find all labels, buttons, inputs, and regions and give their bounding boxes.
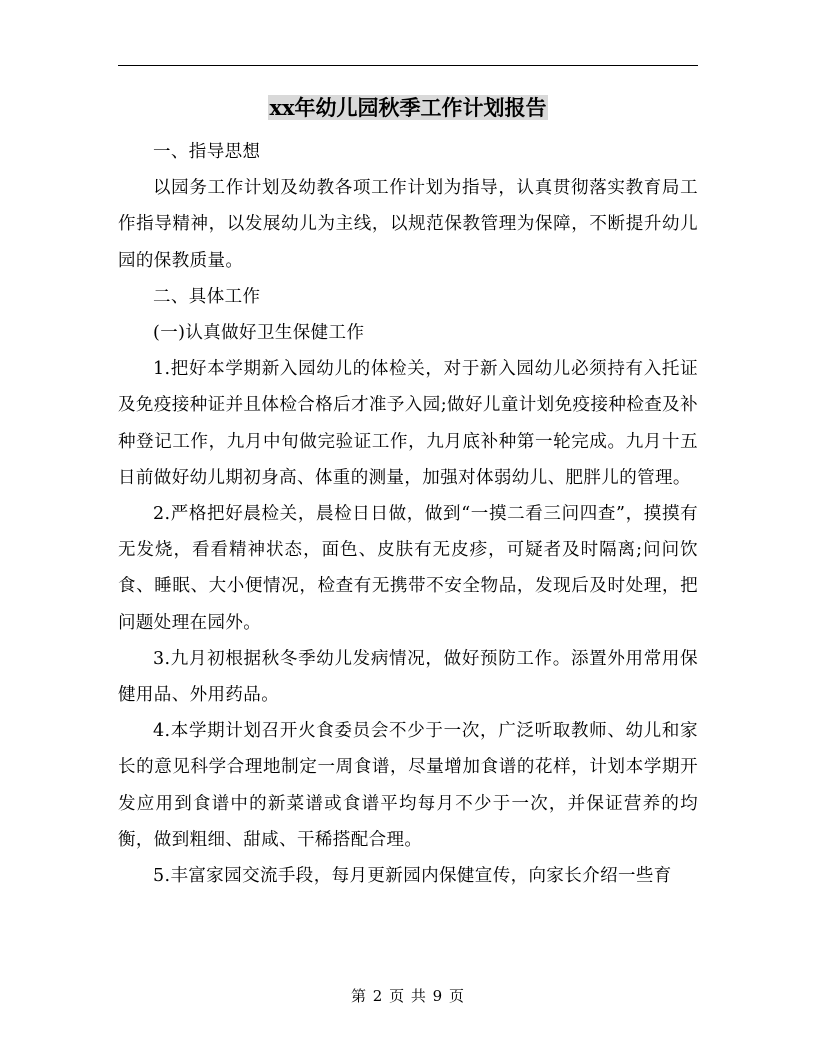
subsection-heading-health-care: (一)认真做好卫生保健工作 [153, 323, 365, 344]
header-rule [118, 65, 698, 66]
document-body [118, 134, 698, 894]
document-title-text: xx年幼儿园秋季工作计划报告 [269, 95, 547, 120]
section-heading-specific-work: 二、具体工作 [153, 286, 261, 307]
paragraph-guiding-ideology: 以园务工作计划及幼教各项工作计划为指导，认真贯彻落实教育局工作指导精神，以发展幼儿为主线，以规范保教管理为保障，不断提升幼儿园的保教质量。 [118, 178, 698, 271]
paragraph-item-2: 2.严格把好晨检关，晨检日日做，做到“一摸二看三问四查”，摸摸有无发烧，看看精神状态，面色、皮肤有无皮疹，可疑者及时隔离;问问饮食、睡眠、大小便情况，检查有无携带不安全物品，发现后及时处理，把问题处理在园外。 [118, 504, 698, 633]
paragraph-item-4: 4.本学期计划召开火食委员会不少于一次，广泛听取教师、幼儿和家长的意见科学合理地制定一周食谱，尽量增加食谱的花样，计划本学期开发应用到食谱中的新菜谱或食谱平均每月不少于一次，并保证营养的均衡，做到粗细、甜咸、干稀搭配合理。 [118, 721, 698, 850]
page-number: 第 2 页 共 9 页 [351, 987, 465, 1005]
section-heading-guiding-ideology: 一、指导思想 [153, 142, 261, 162]
paragraph-item-1: 1.把好本学期新入园幼儿的体检关，对于新入园幼儿必须持有入托证及免疫接种证并且体检合格后才准予入园;做好儿童计划免疫接种检查及补种登记工作，九月中旬做完验证工作，九月底补种第一轮完成。九月十五日前做好幼儿期初身高、体重的测量，加强对体弱幼儿、肥胖儿的管理。 [118, 359, 698, 488]
paragraph-item-5: 5.丰富家园交流手段，每月更新园内保健宣传，向家长介绍一些育 [153, 866, 672, 887]
paragraph-item-3: 3.九月初根据秋冬季幼儿发病情况，做好预防工作。添置外用常用保健用品、外用药品。 [118, 648, 698, 706]
document-title [0, 93, 816, 123]
